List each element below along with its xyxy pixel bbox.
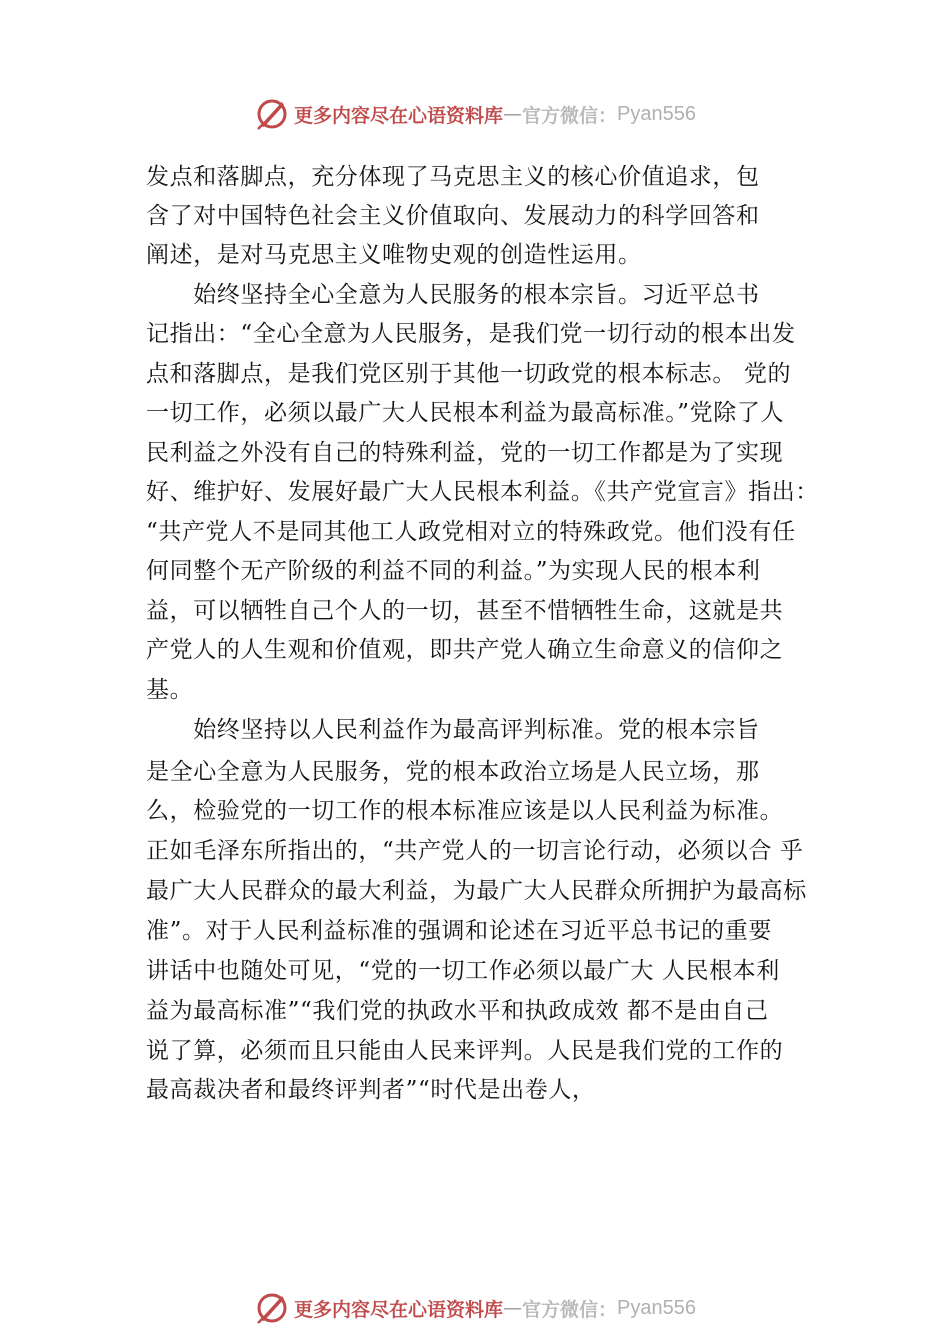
body-line: 最广大人民群众的最大利益，为最广大人民群众所拥护为最高标 [146,878,807,904]
body-line: 含了对中国特色社会主义价值取向、发展动力的科学回答和 [146,203,760,229]
body-line: 记指出：“全心全意为人民服务，是我们党一切行动的根本出发 [146,321,796,347]
body-line: 产党人的人生观和价值观，即共产党人确立生命意义的信仰之 [146,637,784,663]
banner-dash: — [503,1297,523,1319]
wechat-label: 官方微信： [522,104,618,127]
body-line: 准”。对于人民利益标准的强调和论述在习近平总书记的重要 [146,918,772,944]
body-line: 说了算，必须而且只能由人民来评判。人民是我们党的工作的 [146,1038,784,1064]
library-name: 更多内容尽在心语资料库 [294,1298,504,1321]
wechat-id: Pyan556 [617,1296,696,1319]
body-line: 基。 [146,677,194,703]
body-line: 是全心全意为人民服务，党的根本政治立场是人民立场，那 [146,759,760,785]
body-line: 最高裁决者和最终评判者”“时代是出卷人， [146,1077,596,1103]
library-name: 更多内容尽在心语资料库 [294,104,504,127]
body-line: 益，可以牺牲自己个人的一切，甚至不惜牺牲生命，这就是共 [146,598,784,624]
body-line: 何同整个无产阶级的利益不同的利益。”为实现人民的根本利 [146,558,761,584]
body-line: 么，检验党的一切工作的根本标准应该是以人民利益为标准。 [146,798,784,824]
banner-dash: — [503,103,523,125]
body-line: 一切工作，必须以最广大人民根本利益为最高标准。”党除了人 [146,400,785,426]
body-line: 始终坚持以人民利益作为最高评判标准。党的根本宗旨 [146,717,760,743]
body-line: 益为最高标准”“我们党的执政水平和执政成效 都不是由自己 [146,998,769,1024]
body-line: 民利益之外没有自己的特殊利益，党的一切工作都是为了实现 [146,440,784,466]
quill-logo-icon [254,96,290,132]
body-line: 阐述，是对马克思主义唯物史观的创造性运用。 [146,242,642,268]
footer-watermark [0,1286,950,1330]
quill-logo-icon [254,1290,290,1326]
body-line: 好、维护好、发展好最广大人民根本利益。《共产党宣言》指出： [146,479,819,505]
wechat-label: 官方微信： [522,1298,618,1321]
body-line: 始终坚持全心全意为人民服务的根本宗旨。习近平总书 [146,282,760,308]
body-line: 点和落脚点，是我们党区别于其他一切政党的根本标志。 党的 [146,361,792,387]
wechat-id: Pyan556 [617,102,696,125]
body-line: 发点和落脚点，充分体现了马克思主义的核心价值追求，包 [146,164,760,190]
body-line: “共产党人不是同其他工人政党相对立的特殊政党。他们没有任 [146,519,796,545]
body-line: 讲话中也随处可见，“党的一切工作必须以最广大 人民根本利 [146,958,780,984]
header-watermark [0,92,950,136]
body-line: 正如毛泽东所指出的，“共产党人的一切言论行动，必须以合 乎 [146,838,804,864]
